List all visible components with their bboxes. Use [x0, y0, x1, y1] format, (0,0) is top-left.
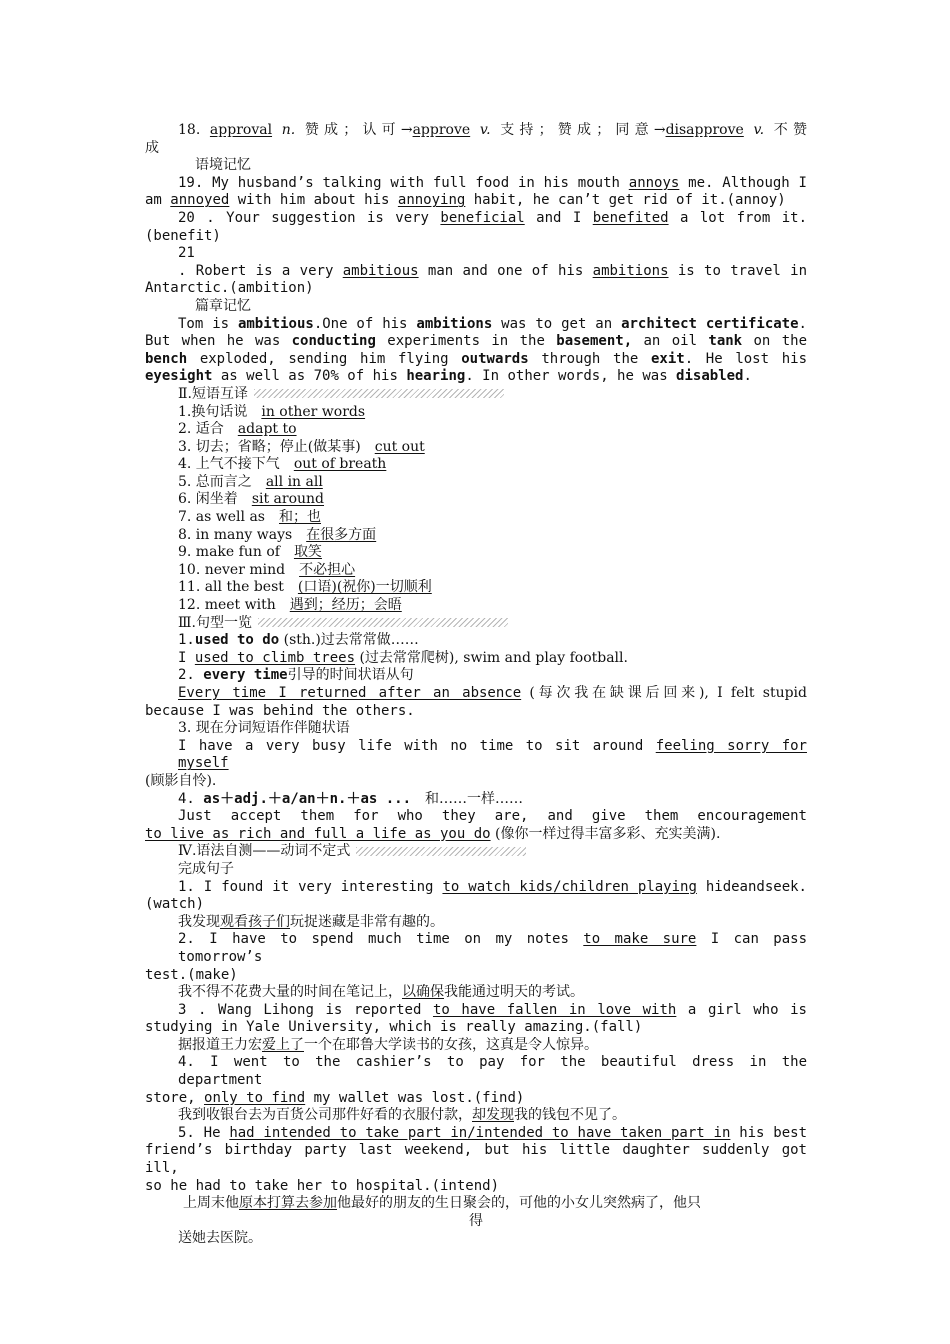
phrase-list	[145, 404, 807, 615]
text: 20 . Your suggestion is very	[178, 209, 441, 226]
pos: n.	[281, 122, 296, 138]
vocab-item-21-cont: Antarctic.(ambition)	[145, 280, 314, 297]
text: a lot from it.	[668, 209, 807, 226]
phrase-prompt: 10. never mind	[178, 561, 300, 578]
text: (过去常常爬树), swim and play football.	[355, 649, 628, 666]
grammar-q5-cont2: so he had to take her to hospital.(intend)	[145, 1177, 500, 1194]
context-heading: 语境记忆	[195, 157, 251, 174]
pattern-2-title	[145, 667, 807, 685]
text: 一个在耶鲁大学读书的女孩，这真是令人惊异。	[304, 1036, 598, 1053]
text: 我发现	[178, 913, 220, 930]
section-heading-phrases	[145, 386, 807, 404]
pattern-4-example-cont	[145, 826, 807, 844]
text: 1.	[178, 632, 195, 649]
grammar-q3	[145, 1002, 807, 1020]
answer: feeling sorry for myself	[178, 737, 807, 772]
answer: 观看孩子们	[220, 913, 290, 930]
answer: ambitions	[592, 262, 669, 279]
item-number: 18.	[178, 122, 201, 138]
text: me. Although I	[679, 174, 807, 191]
phrase-item	[145, 544, 807, 562]
pattern-2-example-cont: because I was behind the others.	[145, 702, 415, 719]
keyword: disabled	[676, 368, 744, 385]
grammar-q5-translation-cont: 得	[469, 1212, 483, 1229]
vocab-item-20	[145, 210, 807, 228]
passage-line	[145, 333, 807, 351]
grammar-q2-translation	[145, 984, 807, 1002]
answer: annoys	[628, 174, 680, 191]
keyword: basement,	[556, 333, 633, 350]
text: 引导的时间状语从句	[287, 667, 414, 684]
text: 他最好的朋友的生日聚会的，可他的小女儿突然病了，他只	[337, 1195, 701, 1212]
phrase-answer: 遇到；经历；会晤	[289, 597, 402, 614]
phrase-item	[145, 527, 807, 545]
answer: annoyed	[170, 192, 230, 209]
phrase-prompt: 2. 适合	[178, 421, 238, 438]
grammar-q1-translation	[145, 914, 807, 932]
text: through the	[528, 350, 651, 367]
grammar-q4: 4. I went to the cashier’s to pay for the beautiful dress in the department	[178, 1054, 807, 1089]
phrase-answer: cut out	[374, 438, 425, 455]
vocab-item-20-cont: (benefit)	[145, 227, 221, 244]
vocab-item-21	[145, 263, 807, 281]
text: .One of his	[313, 315, 417, 332]
pattern-4-title	[145, 791, 807, 809]
text: 2.	[178, 667, 204, 684]
phrase-answer: adapt to	[237, 421, 297, 438]
grammar-q5	[145, 1125, 807, 1143]
text: . In other words, he was	[465, 368, 677, 385]
document-page	[145, 122, 807, 1248]
answer: 以确保	[402, 984, 444, 1001]
phrase-item	[145, 597, 807, 615]
decorative-hatch	[258, 618, 508, 627]
phrase-prompt: 9. make fun of	[178, 544, 294, 561]
phrase-item	[145, 579, 807, 597]
text: an oil	[632, 333, 709, 350]
grammar-q2-cont: test.(make)	[145, 966, 238, 983]
answer: annoying	[397, 192, 466, 209]
keyword: conducting	[291, 333, 376, 350]
answer: ambitious	[342, 262, 419, 279]
keyword: as＋adj.＋a/an＋n.＋as ...	[203, 790, 412, 807]
phrase-answer: all in all	[265, 473, 323, 490]
text: 我能通过明天的考试。	[444, 984, 584, 1001]
text: 19. My husband’s talking with full food in his mouth	[178, 174, 629, 191]
text: on the	[742, 333, 807, 350]
keyword: eyesight	[145, 368, 213, 385]
keyword: used to do	[194, 632, 280, 649]
phrase-answer: 和；也	[279, 509, 321, 526]
text: a girl who is	[676, 1001, 807, 1018]
answer: Every time I returned after an absence	[178, 685, 522, 701]
phrase-prompt: 3. 切去；省略；停止(做某事)	[178, 438, 375, 455]
answer: approval	[209, 122, 273, 138]
phrase-item	[145, 456, 807, 474]
keyword: exit	[650, 350, 685, 367]
text: am	[145, 192, 171, 209]
grammar-q5-translation-cont2: 送她去医院。	[178, 1230, 262, 1247]
pattern-1-example	[145, 650, 807, 668]
phrase-prompt: 12. meet with	[178, 597, 290, 614]
keyword: ambitious	[237, 315, 314, 332]
pos: v.	[479, 122, 491, 138]
text: I can pass tomorrow’s	[178, 931, 807, 965]
text: man and one of his	[418, 262, 593, 279]
pattern-1-title	[145, 632, 807, 650]
decorative-hatch	[254, 389, 504, 398]
answer: 原本打算去参加	[239, 1195, 337, 1212]
text: is to travel in	[668, 262, 807, 279]
answer: to watch kids/children playing	[442, 878, 697, 895]
text: 4.	[178, 790, 204, 807]
section-heading-patterns	[145, 615, 807, 633]
phrase-item	[145, 562, 807, 580]
phrase-item	[145, 491, 807, 509]
text: 上周末他	[183, 1195, 239, 1212]
keyword: bench	[145, 350, 188, 367]
text: exploded, sending him flying	[187, 350, 462, 367]
answer: to have fallen in love with	[432, 1001, 677, 1018]
answer: benefited	[592, 209, 669, 226]
phrase-answer: 不必担心	[299, 561, 356, 578]
text: (每次我在缺课后回来), I felt stupid	[521, 685, 807, 701]
phrase-answer: (口语)(祝你)一切顺利	[297, 579, 432, 596]
passage-line	[145, 368, 807, 386]
answer: disapprove	[665, 122, 744, 138]
pattern-3-example-cont: (顾影自怜).	[145, 772, 217, 789]
vocab-item-18-cont: 成	[145, 139, 159, 156]
text: my wallet was lost.(find)	[305, 1089, 525, 1106]
text: and I	[524, 209, 593, 226]
phrase-item	[145, 439, 807, 457]
decorative-hatch	[356, 847, 526, 856]
passage-line	[145, 351, 807, 369]
keyword: every time	[203, 667, 288, 684]
text: as well as 70% of his	[212, 368, 407, 385]
heading-text: Ⅲ.句型一览	[178, 614, 252, 631]
text: Tom is	[178, 315, 238, 332]
vocab-item-18	[145, 122, 807, 140]
phrase-prompt: 1.换句话说	[178, 403, 262, 420]
text: . He lost his	[684, 350, 807, 367]
grammar-q3-cont: studying in Yale University, which is really amazing.(fall)	[145, 1019, 643, 1036]
answer: 却发现	[472, 1107, 514, 1124]
passage-heading: 篇章记忆	[195, 297, 251, 314]
text: 5. He	[178, 1124, 230, 1141]
text: (像你一样过得丰富多彩、充实美满).	[490, 825, 721, 842]
phrase-prompt: 7. as well as	[178, 509, 279, 526]
section-heading-grammar	[145, 843, 807, 861]
keyword: hearing	[406, 368, 466, 385]
phrase-item	[145, 404, 807, 422]
keyword: outwards	[461, 350, 529, 367]
text: experiments in the	[375, 333, 557, 350]
text: was to get an	[492, 315, 622, 332]
text: his best	[730, 1124, 807, 1141]
answer: approve	[412, 122, 471, 138]
text: (sth.)过去常常做……	[279, 632, 419, 649]
text: 我到收银台去为百货公司那件好看的衣服付款，	[178, 1107, 472, 1124]
heading-text: Ⅱ.短语互译	[178, 385, 248, 402]
heading-text: Ⅳ.语法自测——动词不定式	[178, 843, 351, 860]
phrase-item	[145, 509, 807, 527]
keyword: architect certificate	[621, 315, 799, 332]
text: .	[743, 368, 752, 385]
vocab-item-19	[145, 175, 807, 193]
grammar-q4-translation	[145, 1107, 807, 1125]
text: I	[178, 649, 195, 666]
text: 2. I have to spend much time on my notes	[178, 931, 584, 948]
pos: v.	[753, 122, 765, 138]
grammar-q5-cont: friend’s birthday party last weekend, but his little daughter suddenly got ill,	[145, 1142, 807, 1177]
phrase-prompt: 8. in many ways	[178, 526, 307, 543]
phrase-prompt: 6. 闲坐着	[178, 491, 252, 508]
phrase-answer: 在很多方面	[306, 526, 377, 543]
text: 赞成；认可→	[304, 122, 413, 138]
keyword: tank	[708, 333, 743, 350]
phrase-answer: 取笑	[293, 544, 322, 561]
text: 我的钱包不见了。	[514, 1107, 626, 1124]
text: habit, he can’t get rid of it.(annoy)	[465, 192, 786, 209]
text: with him about his	[229, 192, 398, 209]
answer: used to climb trees	[194, 649, 356, 666]
pattern-3-title: 3. 现在分词短语作伴随状语	[178, 720, 350, 737]
grammar-q4-cont	[145, 1090, 807, 1108]
text: 和……一样……	[411, 790, 524, 807]
answer: to live as rich and full a life as you do	[145, 825, 491, 842]
text: 支持；赞成；同意→	[500, 122, 666, 138]
grammar-q1-cont: (watch)	[145, 896, 205, 913]
text: hideandseek.	[696, 878, 807, 895]
grammar-q2	[145, 931, 807, 966]
grammar-subheading: 完成句子	[178, 860, 234, 877]
answer: had intended to take part in/intended to have taken part in	[229, 1124, 731, 1141]
pattern-2-example	[145, 685, 807, 703]
phrase-prompt: 4. 上气不接下气	[178, 456, 294, 473]
text: 据报道王力宏	[178, 1036, 262, 1053]
keyword: ambitions	[416, 315, 493, 332]
pattern-4-example: Just accept them for who they are, and give them encouragement	[178, 808, 807, 825]
text: 玩捉迷藏是非常有趣的。	[290, 913, 444, 930]
text: I have a very busy life with no time to sit around	[178, 737, 656, 754]
answer: beneficial	[440, 209, 525, 226]
text: store,	[145, 1089, 205, 1106]
text: 3 . Wang Lihong is reported	[178, 1001, 433, 1018]
text: .	[798, 315, 807, 332]
text: 不赞	[773, 122, 807, 138]
phrase-answer: out of breath	[293, 456, 387, 473]
phrase-prompt: 11. all the best	[178, 579, 298, 596]
passage-line	[145, 316, 807, 334]
phrase-item	[145, 421, 807, 439]
text: . Robert is a very	[178, 262, 343, 279]
text: 1. I found it very interesting	[178, 878, 443, 895]
phrase-answer: sit around	[251, 491, 325, 508]
text: 我不得不花费大量的时间在笔记上，	[178, 984, 402, 1001]
answer: only to find	[204, 1089, 306, 1106]
phrase-item	[145, 474, 807, 492]
grammar-q5-translation	[145, 1195, 807, 1213]
phrase-prompt: 5. 总而言之	[178, 473, 266, 490]
vocab-item-19-cont	[145, 192, 807, 210]
text: But when he was	[145, 333, 292, 350]
answer: to make sure	[583, 931, 697, 948]
vocab-item-21-number: 21	[178, 245, 195, 262]
phrase-answer: in other words	[261, 403, 366, 420]
grammar-q1	[145, 879, 807, 897]
pattern-3-example	[145, 738, 807, 773]
answer: 爱上了	[262, 1036, 304, 1053]
grammar-q3-translation	[145, 1037, 807, 1055]
